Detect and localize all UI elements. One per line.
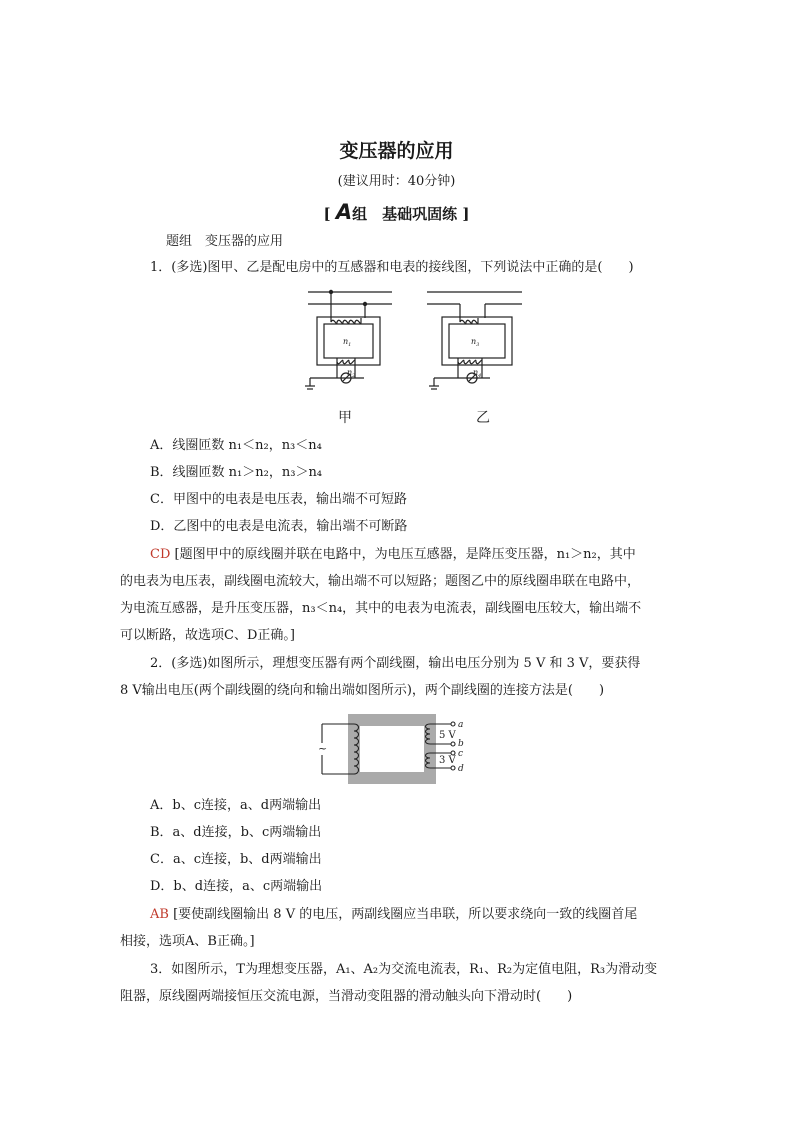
q1-option-b: B．线圈匝数 n₁＞n₂，n₃＞n₄ xyxy=(150,465,323,480)
q2-option-d: D．b、d连接，a、c两端输出 xyxy=(150,879,323,894)
q1-option-c: C．甲图中的电表是电压表，输出端不可短路 xyxy=(150,492,407,507)
q2-stem-line-1: 2．(多选)如图所示，理想变压器有两个副线圈，输出电压分别为 5 V 和 3 V，要获得 xyxy=(150,656,641,671)
terminal-c: c xyxy=(458,749,464,759)
q1-answer: CD xyxy=(150,547,171,562)
group-heading xyxy=(0,200,793,224)
q2-option-b: B．a、d连接，b、c两端输出 xyxy=(150,825,322,840)
caption-jia: 甲 xyxy=(338,410,352,426)
section-label: 题组 变压器的应用 xyxy=(166,234,284,249)
group-letter: A xyxy=(335,200,353,224)
label-n4: $n_4$ xyxy=(473,368,482,379)
q1-explain-line-4: 可以断路，故选项C、D正确。] xyxy=(120,628,295,643)
q2-explain-line-2: 相接，选项A、B正确。] xyxy=(120,934,255,949)
q3-stem-line-2: 阻器，原线圈两端接恒压交流电源，当滑动变阻器的滑动触头向下滑动时( ) xyxy=(120,989,573,1004)
label-n3: $n_3$ xyxy=(471,337,480,348)
group-text: 组 基础巩固练 xyxy=(352,205,458,223)
q2-option-c: C．a、c连接，b、d两端输出 xyxy=(150,852,322,867)
q1-explain-line-3: 为电流互感器，是升压变压器，n₃＜n₄，其中的电表为电流表，副线圈电压较大，输出端不 xyxy=(120,601,642,616)
q2-option-a: A．b、c连接，a、d两端输出 xyxy=(150,798,322,813)
q2-explain-text-1: [要使副线圈输出 8 V 的电压，两副线圈应当串联，所以要求绕向一致的线圈首尾 xyxy=(173,907,638,922)
label-3v: 3 V xyxy=(439,755,456,766)
q1-explain-line-2: 的电表为电压表，副线圈电流较大，输出端不可以短路；题图乙中的原线圈串联在电路中， xyxy=(120,574,641,589)
caption-yi: 乙 xyxy=(476,410,490,426)
q1-figure xyxy=(300,286,530,428)
q2-figure xyxy=(316,712,484,786)
terminal-a: a xyxy=(458,720,464,730)
q3-stem-line-1: 3．如图所示，T为理想变压器，A₁、A₂为交流电流表，R₁、R₂为定值电阻，R₃为滑动变 xyxy=(150,962,658,977)
q1-stem: 1．(多选)图甲、乙是配电房中的互感器和电表的接线图，下列说法中正确的是( ) xyxy=(150,260,634,275)
q1-explain-line-1 xyxy=(150,546,636,564)
q1-option-a: A．线圈匝数 n₁＜n₂，n₃＜n₄ xyxy=(150,438,322,453)
svg-text:~: ~ xyxy=(318,742,328,755)
terminal-d: d xyxy=(458,764,464,774)
bracket-left: [ xyxy=(323,205,331,223)
suggested-time: (建议用时：40分钟) xyxy=(337,174,456,189)
q2-stem-line-2: 8 V输出电压(两个副线圈的绕向和输出端如图所示)，两个副线圈的连接方法是( ) xyxy=(120,683,605,698)
terminal-b: b xyxy=(458,739,464,749)
bracket-right: ] xyxy=(462,205,470,223)
q1-option-d: D．乙图中的电表是电流表，输出端不可断路 xyxy=(150,519,408,534)
q2-answer: AB xyxy=(150,907,169,922)
page-title: 变压器的应用 xyxy=(339,140,454,162)
label-n1: $n_1$ xyxy=(343,337,352,348)
label-5v: 5 V xyxy=(439,730,456,741)
q1-explain-text-1: [题图甲中的原线圈并联在电路中，为电压互感器，是降压变压器，n₁＞n₂，其中 xyxy=(174,547,636,562)
q2-explain-line-1 xyxy=(150,906,637,924)
label-n2: $n_2$ xyxy=(347,368,356,379)
